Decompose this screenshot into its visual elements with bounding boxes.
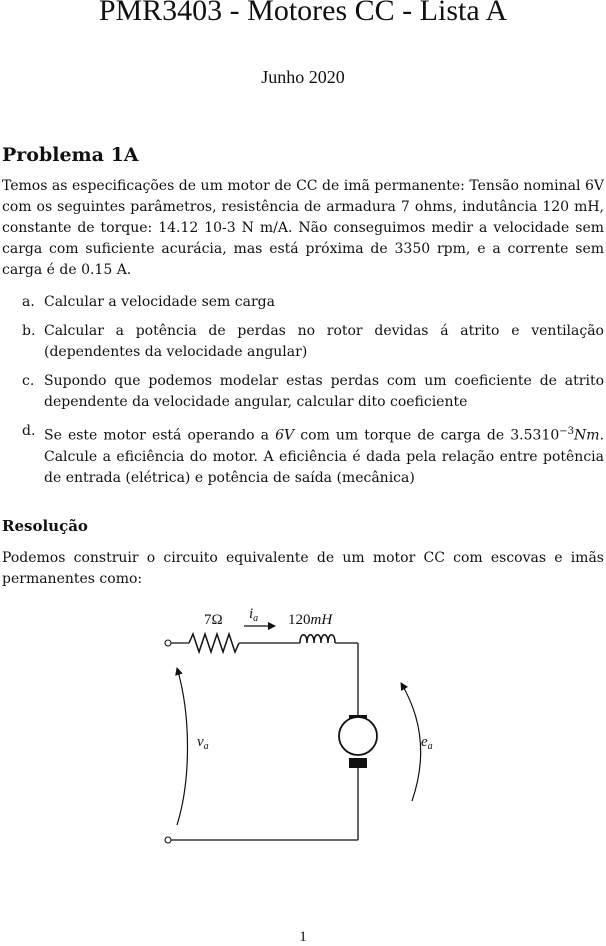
page-number: 1	[299, 929, 307, 945]
item-text-start: Se este motor está operando a	[44, 427, 276, 444]
problem-item-a	[22, 292, 604, 313]
voltage-arrow	[177, 668, 188, 825]
item-marker: b.	[22, 323, 36, 339]
problem-item-d	[22, 421, 604, 489]
top-terminal	[165, 640, 171, 646]
problem-items-list	[22, 292, 604, 497]
problem-heading: Problema 1A	[2, 144, 139, 166]
item-text-end: . Calcule a eficiência do motor. A eficiência é dada pela relação entre potência de entrada (elétrica) e potência de saída (mecânica)	[44, 427, 604, 486]
inductor-symbol	[300, 635, 335, 643]
document-title: PMR3403 - Motores CC - Lista A	[98, 0, 508, 27]
voltage-label: $v_a$	[197, 734, 209, 752]
resolution-text: Podemos construir o circuito equivalente de um motor CC com escovas e imãs permanentes como:	[2, 550, 604, 587]
problem-item-b	[22, 321, 604, 363]
inductor-label: 120mH	[288, 612, 333, 628]
resistor-symbol	[189, 634, 239, 652]
bottom-terminal	[165, 837, 171, 843]
motor-symbol	[339, 717, 377, 755]
problem-intro: Temos as especificações de um motor de CC de imã permanente: Tensão nominal 6V com os seguintes parâmetros, resistência de armadura 7 ohms, indutância 120 mH, constante de torque: 14.12 10-3 N m/A. Não conseguimos medir a velocidade sem carga com suficiente acurácia, mas está próxima de 3350 rpm, e a corrente sem carga é de 0.15 A.	[2, 178, 604, 278]
document-date: Junho 2020	[261, 67, 345, 87]
torque-unit: Nm	[574, 427, 600, 444]
voltage-value: 6V	[275, 427, 295, 444]
equivalent-circuit-diagram	[155, 605, 445, 850]
emf-arrow	[401, 683, 421, 801]
emf-label: $e_a$	[421, 734, 433, 752]
torque-mantissa: 3.5310	[510, 427, 560, 444]
resistor-label: 7Ω	[204, 612, 223, 628]
item-marker: c.	[22, 373, 35, 389]
item-text: Supondo que podemos modelar estas perdas com um coeficiente de atrito dependente da velocidade angular, calcular dito coeficiente	[44, 373, 604, 410]
item-marker: d.	[22, 423, 36, 439]
item-marker: a.	[22, 294, 35, 310]
resolution-heading: Resolução	[2, 517, 88, 535]
item-text: Calcular a velocidade sem carga	[44, 294, 275, 310]
problem-item-c	[22, 371, 604, 413]
item-text-middle: com um torque de carga de	[294, 427, 511, 444]
torque-exponent: −3	[559, 426, 575, 437]
item-text: Calcular a potência de perdas no rotor devidas á atrito e ventilação (dependentes da velocidade angular)	[44, 323, 604, 360]
current-label: $i_a$	[249, 606, 259, 624]
motor-brush-bottom	[349, 758, 367, 768]
